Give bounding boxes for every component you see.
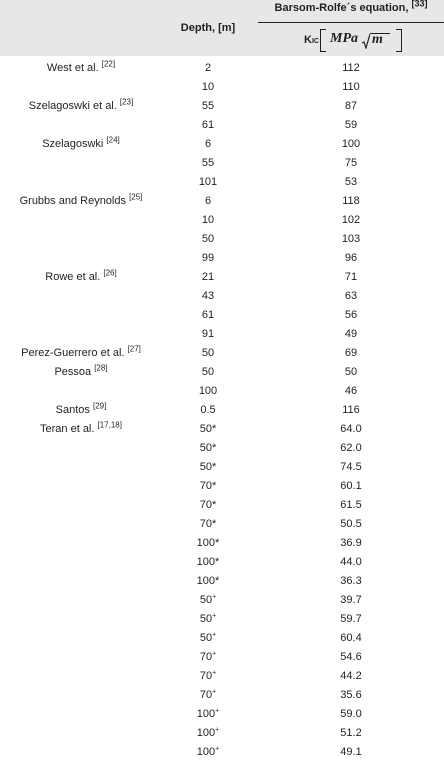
kic-value-cell: 112 — [342, 62, 360, 74]
depth-cell — [160, 60, 256, 77]
table-row — [0, 117, 444, 136]
depth-marker: + — [215, 707, 220, 715]
square-root-icon — [362, 34, 370, 49]
author-citation: [17,18] — [97, 420, 122, 430]
table-row — [0, 60, 444, 79]
depth-column-header: Depth, [m] — [180, 22, 236, 34]
depth-value: 70* — [199, 518, 217, 530]
author-cell — [0, 345, 162, 362]
depth-marker: + — [215, 745, 220, 753]
depth-value: 100* — [196, 556, 220, 568]
depth-value: 21 — [201, 271, 215, 283]
author-citation: [25] — [129, 192, 143, 202]
depth-value: 50* — [199, 423, 217, 435]
unit-m: m — [372, 32, 383, 47]
unit-formula — [258, 27, 444, 53]
table-row — [0, 402, 444, 421]
depth-marker: + — [212, 669, 217, 677]
depth-cell — [160, 193, 256, 210]
depth-value: 70 — [199, 670, 213, 682]
depth-cell — [160, 212, 256, 229]
depth-cell — [160, 117, 256, 134]
depth-value: 61 — [201, 309, 215, 321]
author-name: West et al. — [46, 62, 99, 74]
kic-value-cell: 54.6 — [340, 651, 362, 663]
unit-k-symbol — [304, 34, 319, 46]
depth-value: 101 — [198, 176, 218, 188]
kic-value-cell: 64.0 — [340, 423, 362, 435]
table-row — [0, 345, 444, 364]
depth-marker: + — [212, 593, 217, 601]
kic-value-cell: 59.0 — [340, 708, 362, 720]
depth-cell — [160, 155, 256, 172]
author-cell — [0, 402, 162, 419]
kic-value-cell: 53 — [344, 176, 358, 188]
depth-cell — [160, 535, 256, 552]
depth-cell — [160, 592, 256, 609]
kic-value-cell: 49 — [344, 328, 358, 340]
table-body — [0, 60, 444, 763]
kic-value-cell: 118 — [342, 195, 360, 207]
author-name: Rowe et al. — [45, 271, 101, 283]
kic-value-cell: 74.5 — [340, 461, 362, 473]
kic-value-cell: 63 — [344, 290, 358, 302]
depth-value: 70 — [199, 689, 213, 701]
kic-value-cell: 71 — [344, 271, 358, 283]
depth-value: 70 — [199, 651, 213, 663]
depth-value: 50* — [199, 442, 217, 454]
depth-cell — [160, 611, 256, 628]
depth-cell — [160, 307, 256, 324]
author-citation: [22] — [101, 59, 116, 69]
author-name: Pessoa — [54, 366, 92, 378]
depth-cell — [160, 497, 256, 514]
depth-cell — [160, 573, 256, 590]
depth-cell — [160, 459, 256, 476]
right-bracket — [396, 29, 402, 52]
depth-marker: + — [212, 631, 217, 639]
table-row — [0, 326, 444, 345]
table-row — [0, 725, 444, 744]
table-row — [0, 136, 444, 155]
author-citation: [23] — [119, 97, 134, 107]
depth-value: 50 — [199, 594, 213, 606]
table-header — [0, 0, 444, 56]
table-row — [0, 516, 444, 535]
author-name: Santos — [55, 404, 90, 416]
depth-value: 100 — [196, 727, 216, 739]
kic-value-cell: 96 — [344, 252, 358, 264]
table-row — [0, 269, 444, 288]
depth-value: 0.5 — [200, 404, 216, 416]
depth-value: 100 — [196, 746, 216, 758]
depth-cell — [160, 402, 256, 419]
table-row — [0, 554, 444, 573]
kic-value-cell: 116 — [342, 404, 360, 416]
depth-cell — [160, 98, 256, 115]
table-row — [0, 497, 444, 516]
depth-marker: + — [212, 650, 217, 658]
author-citation: [24] — [106, 135, 120, 145]
depth-value: 50 — [199, 632, 213, 644]
depth-marker: + — [212, 612, 217, 620]
author-name: Teran et al. — [40, 423, 95, 435]
depth-cell — [160, 668, 256, 685]
depth-cell — [160, 706, 256, 723]
depth-value: 6 — [204, 195, 212, 207]
depth-cell — [160, 231, 256, 248]
depth-cell — [160, 421, 256, 438]
author-name: Szelagoswki et al. — [28, 100, 117, 112]
author-cell — [0, 421, 162, 438]
author-citation: [26] — [103, 268, 117, 278]
author-citation: [28] — [94, 363, 108, 373]
kic-value-cell: 51.2 — [340, 727, 362, 739]
table-row — [0, 440, 444, 459]
equation-column-header — [258, 2, 444, 14]
depth-value: 10 — [201, 81, 215, 93]
depth-value: 100 — [198, 385, 218, 397]
depth-cell — [160, 478, 256, 495]
depth-cell — [160, 174, 256, 191]
depth-cell — [160, 250, 256, 267]
author-name: Grubbs and Reynolds — [19, 195, 126, 207]
depth-value: 100* — [196, 537, 220, 549]
depth-cell — [160, 136, 256, 153]
kic-value-cell: 60.1 — [340, 480, 362, 492]
depth-value: 10 — [201, 214, 215, 226]
depth-value: 2 — [204, 62, 212, 74]
table-row — [0, 687, 444, 706]
kic-value-cell: 46 — [344, 385, 358, 397]
table-row — [0, 193, 444, 212]
table-row — [0, 288, 444, 307]
author-cell — [0, 193, 162, 210]
depth-cell — [160, 288, 256, 305]
author-cell — [0, 269, 162, 286]
kic-value-cell: 49.1 — [340, 746, 362, 758]
kic-value-cell: 100 — [341, 138, 361, 150]
author-name: Szelagoswki — [42, 138, 104, 150]
table-row — [0, 668, 444, 687]
kic-value-cell: 35.6 — [340, 689, 362, 701]
kic-value-cell: 103 — [341, 233, 361, 245]
depth-value: 43 — [201, 290, 215, 302]
depth-cell — [160, 630, 256, 647]
table-row — [0, 79, 444, 98]
kic-value-cell: 50 — [344, 366, 358, 378]
kic-value-cell: 102 — [341, 214, 361, 226]
depth-value: 50* — [199, 461, 217, 473]
table-row — [0, 250, 444, 269]
depth-cell — [160, 269, 256, 286]
author-name: Perez-Guerrero et al. — [21, 347, 125, 359]
kic-value-cell: 39.7 — [340, 594, 362, 606]
depth-cell — [160, 516, 256, 533]
table-row — [0, 706, 444, 725]
depth-value: 6 — [204, 138, 212, 150]
kic-value-cell: 87 — [344, 100, 358, 112]
table-row — [0, 307, 444, 326]
equation-citation: [33] — [411, 0, 428, 9]
author-citation: [27] — [127, 344, 141, 354]
author-citation: [29] — [92, 401, 107, 411]
kic-value-cell: 36.3 — [340, 575, 362, 587]
table-row — [0, 649, 444, 668]
depth-cell — [160, 649, 256, 666]
kic-value-cell: 110 — [342, 81, 360, 93]
depth-value: 91 — [201, 328, 215, 340]
table-row — [0, 611, 444, 630]
depth-cell — [160, 554, 256, 571]
kic-value-cell: 56 — [344, 309, 358, 321]
kic-value-cell: 44.2 — [340, 670, 362, 682]
author-cell — [0, 98, 162, 115]
depth-value: 50 — [201, 366, 215, 378]
kic-value-cell: 69 — [344, 347, 358, 359]
table-row — [0, 174, 444, 193]
table-row — [0, 459, 444, 478]
kic-value-cell: 60.4 — [340, 632, 362, 644]
unit-k-subscript: IC — [311, 38, 319, 45]
depth-cell — [160, 364, 256, 381]
depth-value: 50 — [199, 613, 213, 625]
kic-value-cell: 62.0 — [340, 442, 362, 454]
table-row — [0, 592, 444, 611]
table-row — [0, 535, 444, 554]
depth-value: 100 — [196, 708, 216, 720]
depth-value: 70* — [199, 499, 217, 511]
depth-cell — [160, 79, 256, 96]
depth-value: 99 — [201, 252, 215, 264]
table-row — [0, 98, 444, 117]
kic-value-cell: 59.7 — [340, 613, 362, 625]
depth-cell — [160, 383, 256, 400]
kic-value-cell: 44.0 — [340, 556, 362, 568]
table-row — [0, 744, 444, 763]
kic-value-cell: 50.5 — [340, 518, 362, 530]
depth-marker: + — [212, 688, 217, 696]
depth-cell — [160, 326, 256, 343]
depth-value: 100* — [196, 575, 220, 587]
depth-marker: + — [215, 726, 220, 734]
kic-value-cell: 61.5 — [340, 499, 362, 511]
equation-label: Barsom-Rolfe´s equation, — [274, 2, 409, 14]
depth-value: 50 — [201, 347, 215, 359]
table-row — [0, 421, 444, 440]
depth-cell — [160, 687, 256, 704]
kic-value-cell: 36.9 — [340, 537, 362, 549]
author-cell — [0, 60, 162, 77]
depth-cell — [160, 725, 256, 742]
table-row — [0, 383, 444, 402]
author-cell — [0, 364, 162, 381]
table-row — [0, 364, 444, 383]
depth-cell — [160, 744, 256, 761]
depth-cell — [160, 345, 256, 362]
left-bracket — [320, 29, 326, 52]
unit-mpa: MPa — [330, 31, 358, 46]
depth-value: 61 — [201, 119, 215, 131]
depth-value: 55 — [201, 100, 215, 112]
depth-value: 50 — [201, 233, 215, 245]
depth-cell — [160, 440, 256, 457]
table-row — [0, 212, 444, 231]
depth-value: 55 — [201, 157, 215, 169]
table-row — [0, 573, 444, 592]
author-cell — [0, 136, 162, 153]
table-row — [0, 630, 444, 649]
kic-value-cell: 75 — [344, 157, 358, 169]
table-row — [0, 231, 444, 250]
kic-value-cell: 59 — [344, 119, 358, 131]
depth-value: 70* — [199, 480, 217, 492]
table-row — [0, 478, 444, 497]
table-row — [0, 155, 444, 174]
unit-k: K — [304, 34, 312, 46]
header-divider — [258, 22, 444, 23]
